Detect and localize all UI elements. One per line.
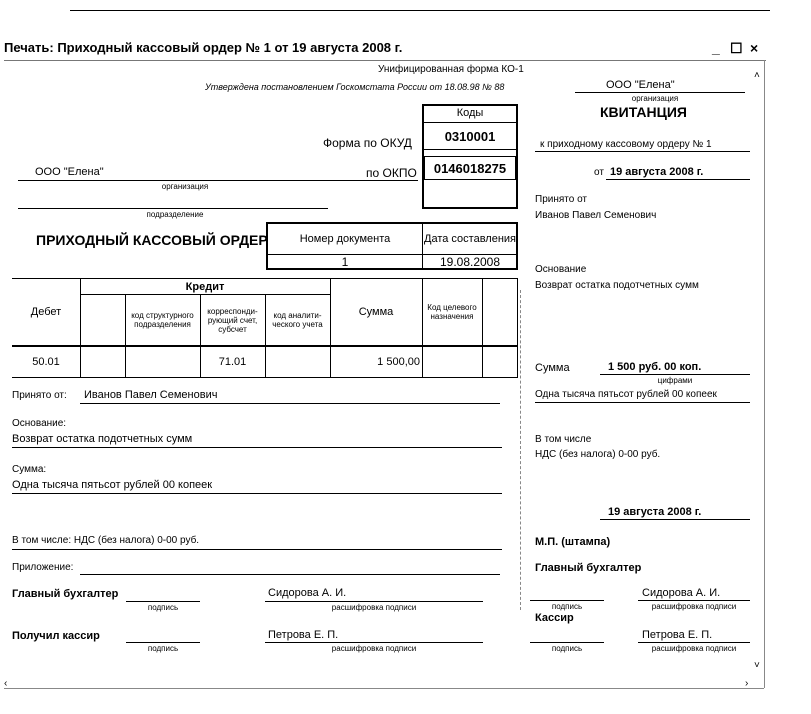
cashier-decode-caption: расшифровка подписи xyxy=(331,644,417,653)
cut-line xyxy=(520,290,521,610)
scroll-left-icon[interactable]: ‹ xyxy=(4,678,8,689)
th-purpose: Код целевого назначения xyxy=(427,303,477,321)
chief-name-line xyxy=(265,601,483,602)
chief-sign-caption: подпись xyxy=(147,603,179,612)
receipt-cashier-decode-caption: расшифровка подписи xyxy=(651,644,737,653)
doc-divider xyxy=(422,222,423,270)
th-analytic: код аналити-ческого учета xyxy=(272,311,323,329)
codes-divider xyxy=(422,122,518,123)
cashier-name: Петрова Е. П. xyxy=(268,629,339,641)
receipt-date-bottom-line xyxy=(600,519,750,520)
basis: Возврат остатка подотчетных сумм xyxy=(12,433,193,445)
receipt-sum-words: Одна тысяча пятьсот рублей 00 копеек xyxy=(535,389,717,400)
org-caption: организация xyxy=(161,182,209,191)
cashier-name-line xyxy=(265,642,483,643)
window-title: Печать: Приходный кассовый ордер № 1 от 19 августа 2008 г. xyxy=(4,40,403,55)
vertical-scrollbar[interactable] xyxy=(764,60,765,688)
receipt-sum-caption: цифрами xyxy=(657,376,693,385)
cashier-sign-caption: подпись xyxy=(147,644,179,653)
td-debit: 50.01 xyxy=(32,356,60,368)
th-corr: корреспонди-рующий счет, субсчет xyxy=(207,306,258,334)
top-divider xyxy=(70,10,770,11)
receipt-org-name: ООО "Елена" xyxy=(606,79,675,91)
sum-words: Одна тысяча пятьсот рублей 00 копеек xyxy=(12,479,213,491)
subdivision-line xyxy=(18,208,328,209)
title-underline xyxy=(4,60,766,61)
td-sum: 1 500,00 xyxy=(377,356,420,368)
receipt-org-line xyxy=(575,92,745,93)
receipt-date-line xyxy=(606,179,750,180)
receipt-sum-words-line xyxy=(535,402,750,403)
scroll-down-icon[interactable]: ˅ xyxy=(754,660,760,671)
form-note: Унифицированная форма КО-1 xyxy=(378,64,524,75)
okud-label: Форма по ОКУД xyxy=(323,136,412,150)
receipt-cashier-name-line xyxy=(638,642,750,643)
receipt-to-order: к приходному кассовому ордеру № 1 xyxy=(540,139,712,150)
subdivision-caption: подразделение xyxy=(146,210,204,219)
cashier-label: Получил кассир xyxy=(12,630,100,642)
receipt-date: 19 августа 2008 г. xyxy=(610,166,704,178)
cashier-sign-line xyxy=(126,642,200,643)
receipt-sum-label: Сумма xyxy=(535,362,570,374)
codes-header: Коды xyxy=(456,107,484,119)
receipt-chief-decode-caption: расшифровка подписи xyxy=(651,602,737,611)
chief-name: Сидорова А. И. xyxy=(268,587,347,599)
attachment-line xyxy=(80,574,500,575)
receipt-chief-label: Главный бухгалтер xyxy=(535,562,642,574)
receipt-cashier-sign-line xyxy=(530,642,604,643)
receipt-chief-sign-line xyxy=(530,600,604,601)
maximize-button[interactable]: ☐ xyxy=(730,40,743,56)
close-button[interactable]: × xyxy=(750,40,759,56)
attachment-label: Приложение: xyxy=(12,562,74,573)
receipt-org-caption: организация xyxy=(631,94,679,103)
th-debit: Дебет xyxy=(30,306,62,318)
doc-date: 19.08.2008 xyxy=(439,255,501,269)
minimize-button[interactable]: _ xyxy=(712,40,720,56)
td-purpose xyxy=(422,348,482,376)
org-line xyxy=(18,180,418,181)
doc-date-header: Дата составления xyxy=(424,232,516,245)
okud-value: 0310001 xyxy=(424,124,516,150)
basis-line xyxy=(12,447,502,448)
th-sum: Сумма xyxy=(358,306,394,318)
chief-sign-line xyxy=(126,601,200,602)
sum-line xyxy=(12,493,502,494)
okpo-label: по ОКПО xyxy=(366,166,417,180)
receipt-cashier-name: Петрова Е. П. xyxy=(642,629,713,641)
org-name: ООО "Елена" xyxy=(35,166,104,178)
receipt-sum-line xyxy=(600,374,750,375)
receipt-vat: НДС (без налога) 0-00 руб. xyxy=(535,449,661,460)
doc-number-header: Номер документа xyxy=(299,233,391,245)
credit-divider xyxy=(80,294,330,295)
receipt-date-bottom: 19 августа 2008 г. xyxy=(608,506,702,518)
receipt-chief-name-line xyxy=(638,600,750,601)
vat-line: В том числе: НДС (без налога) 0-00 руб. xyxy=(12,535,200,546)
chief-decode-caption: расшифровка подписи xyxy=(331,603,417,612)
receipt-cashier-label: Кассир xyxy=(535,612,574,624)
receipt-received-label: Принято от xyxy=(535,194,588,205)
order-title: ПРИХОДНЫЙ КАССОВЫЙ ОРДЕР xyxy=(36,232,268,248)
doc-number: 1 xyxy=(341,255,349,269)
receipt-chief-sign-caption: подпись xyxy=(551,602,583,611)
receipt-cashier-sign-caption: подпись xyxy=(551,644,583,653)
horizontal-scrollbar[interactable] xyxy=(4,688,764,689)
vat-underline xyxy=(12,549,502,550)
receipt-title: КВИТАНЦИЯ xyxy=(600,104,687,120)
received-from-label: Принято от: xyxy=(12,390,67,401)
td-corr: 71.01 xyxy=(218,356,247,368)
receipt-received-from: Иванов Павел Семенович xyxy=(535,210,657,221)
chief-label: Главный бухгалтер xyxy=(12,588,119,600)
receipt-basis: Возврат остатка подотчетных сумм xyxy=(535,280,699,291)
receipt-date-prefix: от xyxy=(594,167,604,178)
basis-label: Основание: xyxy=(12,418,67,429)
received-line xyxy=(80,403,500,404)
th-credit: Кредит xyxy=(185,280,225,293)
receipt-sum-value: 1 500 руб. 00 коп. xyxy=(608,361,702,373)
td-analytic xyxy=(265,348,330,376)
receipt-stamp: М.П. (штампа) xyxy=(535,536,611,548)
receipt-to-order-line xyxy=(535,151,750,152)
receipt-basis-label: Основание xyxy=(535,264,587,275)
receipt-chief-name: Сидорова А. И. xyxy=(642,587,721,599)
scroll-up-icon[interactable]: ˄ xyxy=(754,70,760,81)
receipt-including-label: В том числе xyxy=(535,434,592,445)
received-from: Иванов Павел Семенович xyxy=(84,389,218,401)
okpo-value: 0146018275 xyxy=(424,156,516,180)
td-struct xyxy=(125,348,200,376)
th-struct: код структурного подразделения xyxy=(131,311,194,329)
sum-label: Сумма: xyxy=(12,464,47,475)
tcol-7 xyxy=(482,278,483,378)
scroll-right-icon[interactable]: › xyxy=(745,678,749,689)
approved-note: Утверждена постановлением Госкомстата России от 18.08.98 № 88 xyxy=(205,82,505,92)
